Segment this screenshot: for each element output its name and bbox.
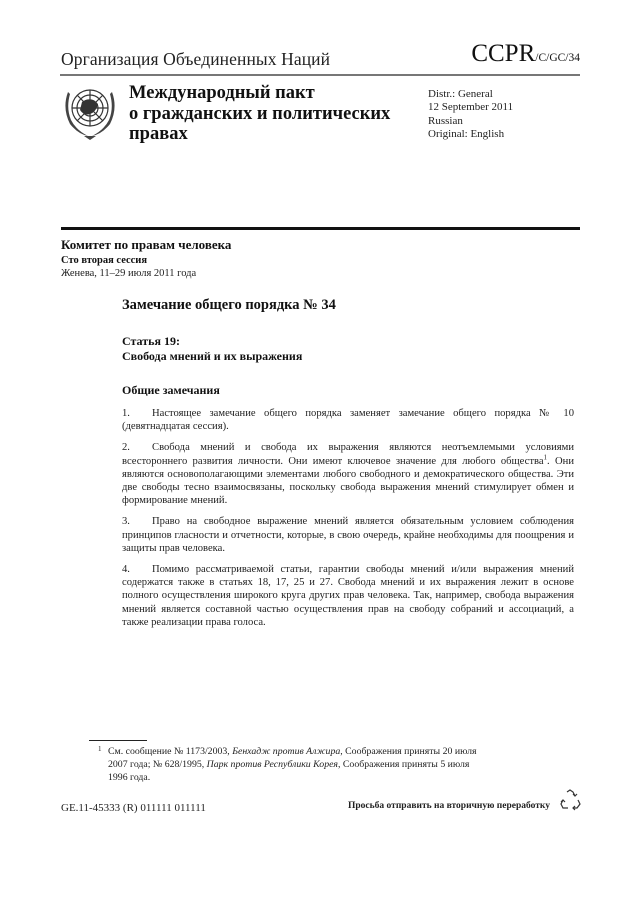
- paragraph: [122, 563, 574, 629]
- header-rule: [60, 74, 580, 76]
- organization-name: Организация Объединенных Наций: [61, 49, 331, 69]
- symbol-main: CCPR: [471, 40, 536, 67]
- paragraph-number: 1.: [122, 408, 130, 419]
- paragraph-text: Помимо рассматриваемой статьи, гарантии свободы мнений и/или выражения мнений содержатся также в статьях 18, 17, 25 и 27. Свобода мнений и их выражения лежит в основе полного осуществления широкого круга других прав человека. Так, например, свобода выражения мнений является составной частью осуществления прав на свободу собраний и ассоциаций, а также реализации права голоса.: [122, 564, 574, 628]
- paragraph: [122, 441, 574, 507]
- covenant-title-line: о гражданских и политических: [129, 103, 391, 124]
- covenant-title-line: правах: [129, 124, 188, 144]
- paragraph: [122, 515, 574, 555]
- footnote-number: 1: [98, 745, 102, 753]
- paragraph-number: 2.: [122, 442, 130, 454]
- paragraph: [122, 407, 574, 433]
- recycle-notice: Просьба отправить на вторичную переработку: [348, 801, 550, 811]
- issue-date: 12 September 2011: [428, 101, 514, 114]
- article-title: Свобода мнений и их выражения: [122, 349, 303, 363]
- document-title: Замечание общего порядка № 34: [122, 297, 336, 313]
- committee-name: Комитет по правам человека: [61, 237, 232, 252]
- article-number: Статья 19:: [122, 334, 180, 348]
- footnote: [98, 745, 488, 784]
- covenant-title-line: Международный пакт: [129, 83, 315, 103]
- symbol-suffix: /C/GC/34: [535, 52, 580, 64]
- distribution: Distr.: General: [428, 88, 493, 100]
- paragraph-text: Настоящее замечание общего порядка заменяет замечание общего порядка № 10 (девятнадцатая сессия).: [122, 408, 574, 433]
- case-name: Бенхадж против Алжира: [232, 746, 341, 757]
- footnote-text: , Соображения приняты 5 июля 1996 года.: [108, 759, 470, 783]
- original-language: Original: English: [428, 128, 505, 141]
- session: Сто вторая сессия: [61, 255, 148, 266]
- distribution-block: [428, 88, 513, 142]
- covenant-title: [129, 83, 390, 145]
- footnote-text: См. сообщение № 1173/2003,: [108, 746, 233, 757]
- footnote-text: , Соображения приняты 20 июля 2007 года; № 628/1995,: [108, 746, 477, 770]
- document-symbol: [471, 40, 580, 68]
- job-number: GE.11-45333 (R) 011111 011111: [61, 802, 206, 814]
- paragraph-text: Свобода мнений и свобода их выражения являются неотъемлемыми условиями всестороннего развития личности. Они имеют ключевое значение для любого общества: [122, 442, 574, 467]
- paragraph-number: 4.: [122, 564, 130, 576]
- paragraph-number: 3.: [122, 516, 130, 528]
- document-body: [122, 407, 574, 637]
- recycle-icon: [558, 788, 582, 812]
- paragraph-text: Право на свободное выражение мнений является обязательным условием соблюдения принципов гласности и отчетности, которые, в свою очередь, крайне необходимы для поощрения и защиты прав человека.: [122, 516, 574, 554]
- un-emblem-icon: [60, 80, 120, 144]
- article-heading: [122, 334, 302, 364]
- section-heading: Общие замечания: [122, 383, 220, 397]
- case-name: Парк против Республики Корея: [206, 759, 338, 770]
- place-dates: Женева, 11–29 июля 2011 года: [61, 268, 197, 279]
- title-rule: [61, 227, 580, 230]
- footnote-separator: [89, 740, 147, 741]
- paragraph-text: . Они являются основополагающими элементами любого свободного и демократического общества. Эти две свободы тесно взаимосвязаны, поскольку свобода выражения мнений стимулирует обмен и формирование мнений.: [122, 455, 574, 507]
- language: Russian: [428, 114, 463, 127]
- footnote-reference[interactable]: 1: [543, 453, 548, 462]
